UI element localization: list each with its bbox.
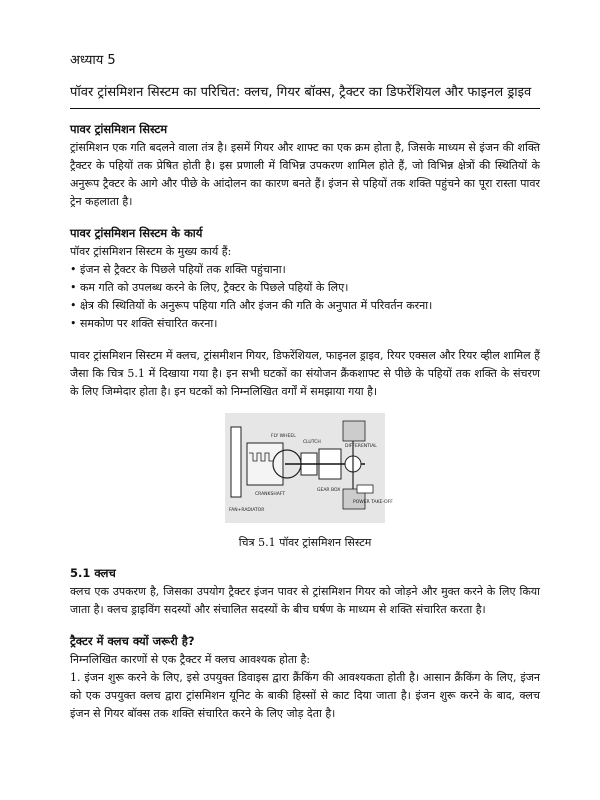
chapter-label: अध्याय 5 [70,53,116,68]
list-item: • समकोण पर शक्ति संचारित करना। [70,317,218,330]
section-heading-why-clutch: ट्रैक्टर में क्लच क्यों जरूरी है? [70,634,195,648]
functions-list [70,261,540,333]
engine-block [247,443,283,485]
section-paragraph-power-transmission: ट्रांसमिशन एक गति बदलने वाला तंत्र है। इसमें गियर और शाफ्ट का एक क्रम होता है, जिसके माध्यम से इंजन की शक्ति ट्रैक्टर के पहियों तक प्रेषित होती है। इस प्रणाली में विभिन्न उपकरण शामिल होते हैं, जो विभिन्न क्षेत्रों की स्थितियों के अनुरूप ट्रैक्टर के आगे और पीछे के आंदोलन का कारण बनते हैं। इंजन से पहियों तक शक्ति पहुंचने का पूरा रास्ता पावर ट्रेन कहलाता है। [70,141,540,208]
flywheel-label: FLY WHEEL [271,434,296,439]
crankshaft-label: CRANKSHAFT [255,492,286,497]
section-heading-functions: पावर ट्रांसमिशन सिस्टम के कार्य [70,226,203,240]
clutch-paragraph: क्लच एक उपकरण है, जिसका उपयोग ट्रैक्टर इंजन पावर से ट्रांसमिशन गियर को जोड़ने और मुक्त करने के लिए किया जाता है। क्लच ड्राइविंग सदस्यों और संचालित सदस्यों के बीच घर्षण के माध्यम से शक्ति संचारित करता है। [70,585,540,616]
differential-label: DIFFERENTIAL [345,444,377,449]
list-item: • कम गति को उपलब्ध करने के लिए, ट्रैक्टर के पिछले पहियों के लिए। [70,281,349,294]
rear-wheel-top [343,421,365,441]
gearbox-label: GEAR BOX [317,488,341,493]
figure-caption: चित्र 5.1 पॉवर ट्रांसमिशन सिस्टम [238,536,372,549]
pto-shape [357,485,373,493]
radiator-label: FAN+RADIATOR [229,508,265,513]
list-item: • क्षेत्र की स्थितियों के अनुरूप पहिया गति और इंजन की गति के अनुपात में परिवर्तन करना। [70,299,433,312]
transmission-diagram [225,413,393,523]
clutch-label: CLUTCH [303,440,321,445]
functions-intro: पॉवर ट्रांसमिशन सिस्टम के मुख्य कार्य हैं: [70,245,232,258]
chapter-title: पॉवर ट्रांसमिशन सिस्टम का परिचित: क्लच, गियर बॉक्स, ट्रैक्टर का डिफरेंशियल और फाइनल ड्राइव [70,80,540,109]
section-heading-clutch: 5.1 क्लच [70,566,116,580]
pto-label: POWER TAKE-OFF [353,500,393,505]
list-item: • इंजन से ट्रैक्टर के पिछले पहियों तक शक्ति पहुंचाना। [70,263,286,276]
radiator-shape [231,427,241,497]
crank-pattern [249,453,273,461]
why-clutch-item-1: 1. इंजन शुरू करने के लिए, इसे उपयुक्त डिवाइस द्वारा क्रैंकिंग की आवश्यकता होती है। आसान क्रैंकिंग के लिए, इंजन को एक उपयुक्त क्लच द्वारा ट्रांसमिशन यूनिट के बाकी हिस्सों से काट दिया जाता है। इंजन शुरू करने के बाद, क्लच इंजन से गियर बॉक्स तक शक्ति संचारित करने के लिए जोड़ देता है। [70,671,540,720]
figure-power-transmission [225,413,393,523]
components-paragraph: पावर ट्रांसमिशन सिस्टम में क्लच, ट्रांसमीशन गियर, डिफरेंशियल, फाइनल ड्राइव, रियर एक्सल और रियर व्हील शामिल हैं जैसा कि चित्र 5.1 में दिखाया गया है। इन सभी घटकों का संयोजन क्रैंकशाफ्ट से पीछे के पहियों तक शक्ति के संचरण के लिए जिम्मेदार होता है। इन घटकों को निम्नलिखित वर्गों में समझाया गया है। [70,349,540,398]
document-page [70,50,540,723]
why-clutch-intro: निम्नलिखित कारणों से एक ट्रैक्टर में क्लच आवश्यक होता है: [70,653,311,666]
section-heading-power-transmission: पावर ट्रांसमिशन सिस्टम [70,122,168,136]
